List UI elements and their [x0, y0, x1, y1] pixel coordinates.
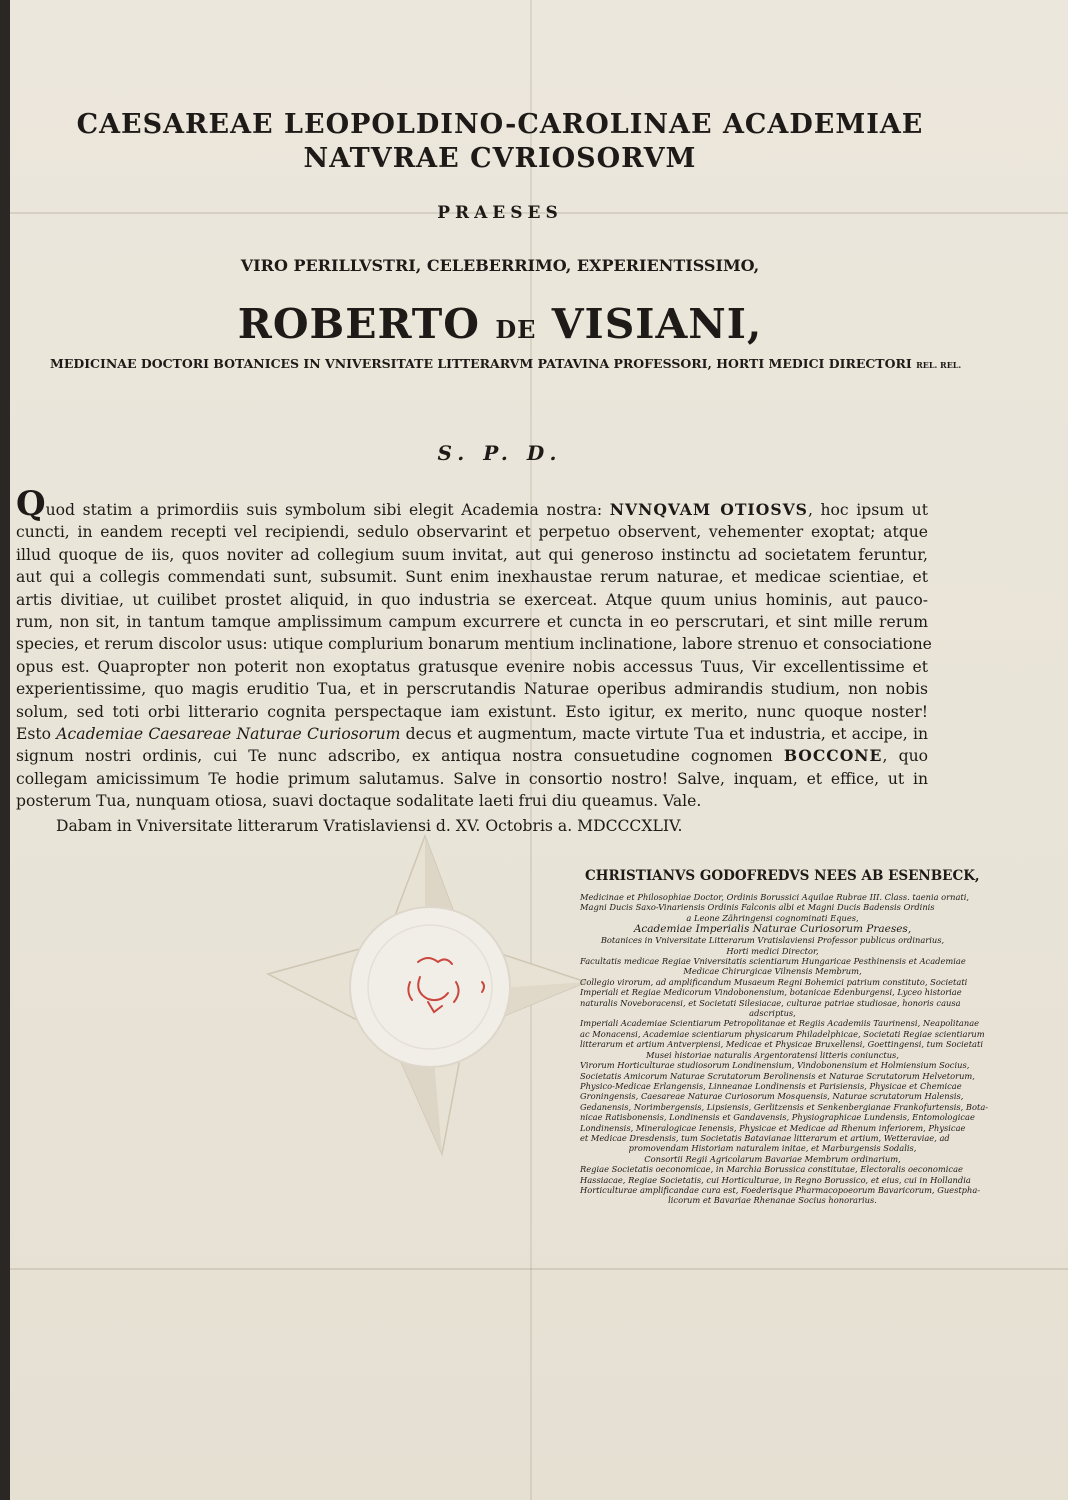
title-line: Regiae Societatis oeconomicae, in Marchia Borussica constitutae, Electoralis oeconomicae [580, 1164, 963, 1175]
title-line: Physico-Medicae Erlangensis, Linneanae Londinensis et Parisiensis, Physicae et Chemicae [580, 1080, 962, 1091]
body-line: rum, non sit, in tantum tamque amplissimum campum excurrere et cuncta in eo perscrutari, et sint mille rerum [16, 613, 928, 632]
title-line: naturalis Noveboracensi, et Societati Silesiacae, culturae patriae studiosae, honoris causa [580, 997, 961, 1008]
body-line: aut qui a collegis commendati sunt, subsumit. Sunt enim inexhaustae rerum naturae, et medicae scientiae, et [16, 568, 928, 587]
title-line: adscriptus, [749, 1008, 796, 1019]
body-line: posterum Tua, nunquam otiosa, suavi doctaque sodalitate laeti frui diu queamus. Vale. [16, 792, 702, 811]
paper-seal [260, 832, 590, 1162]
title-line: Medicae Chirurgicae Vilnensis Membrum, [683, 966, 862, 977]
title-line: Groningensis, Caesareae Naturae Curiosorum Mosquensis, Naturae scrutatorum Halensis, [580, 1091, 964, 1102]
body-line: collegam amicissimum Te hodie primum salutamus. Salve in consortio nostro! Salve, inquam, et effice, ut in [16, 769, 928, 788]
title-line: Consortii Regii Agricolarum Bavariae Membrum ordinarium, [644, 1153, 901, 1164]
signatory-titles [580, 892, 989, 1206]
fold-line [10, 1268, 1068, 1270]
body-line: Esto Academiae Caesareae Naturae Curiosorum decus et augmentum, macte virtute Tua et industria, et accipe, in [16, 725, 928, 744]
title-line: litterarum et artium Antverpiensi, Medicae et Physicae Bruxellensi, Goettingensi, tum Societati [580, 1039, 983, 1050]
dating-line: Dabam in Vniversitate litterarum Vratislaviensi d. XV. Octobris a. MDCCCXLIV. [56, 817, 683, 835]
body-line: illud quoque de iis, quos noviter ad collegium suum invitat, aut qui generoso instinctu ad societatem feruntur, [16, 545, 928, 564]
title-line: Facultatis medicae Regiae Vniversitatis scientiarum Hungaricae Pesthinensis et Academiae [580, 956, 966, 967]
title-line: Societatis Amicorum Naturae Scrutatorum Berolinensis et Naturae Scrutatorum Helvetorum, [580, 1070, 975, 1081]
seal-wafer [350, 907, 510, 1067]
heading-line-1: CAESAREAE LEOPOLDINO-CAROLINAE ACADEMIAE [76, 109, 924, 140]
title-line: Imperiali Academiae Scientiarum Petropolitanae et Regiis Academiis Taurinensi, Neapolitanae [580, 1018, 980, 1029]
title-line: a Leone Zähringensi cognominati Eques, [686, 912, 859, 923]
signatory-name: CHRISTIANVS GODOFREDVS NEES AB ESENBECK, [585, 868, 980, 884]
cognomen: BOCCONE [783, 746, 883, 766]
praeses-title: PRAESES [437, 203, 563, 223]
body-line: artis divitiae, ut cuilibet prostet aliquid, in quo industria se exerceat. Atque quum unius hominis, aut pauco- [16, 590, 928, 609]
diploma-body [16, 484, 932, 813]
title-line: Horti medici Director, [726, 945, 819, 956]
title-line: Gedanensis, Norimbergensis, Lipsiensis, Gerlitzensis et Senkenbergianae Frankofurtensis, Bota- [580, 1101, 989, 1112]
title-line: Hassiacae, Regiae Societatis, cui Horticulturae, in Regno Borussico, et eius, cui in Hollandia [580, 1174, 971, 1185]
title-line: Musei historiae naturalis Argentoratensi litteris coniunctus, [646, 1049, 899, 1060]
title-line: nicae Ratisbonensis, Londinensis et Gandavensis, Physiographicae Lundensis, Entomologicae [580, 1112, 975, 1123]
title-line: Virorum Horticulturae studiosorum Londinensium, Vindobonensium et Holmiensium Socius, [580, 1060, 970, 1071]
title-line: promovendam Historiam naturalem initae, et Marburgensis Sodalis, [628, 1143, 917, 1154]
recipient-particle: DE [495, 315, 537, 344]
body-line: opus est. Quapropter non poterit non exoptatus gratusque evenire nobis accessus Tuus, Vir excellentissime et [16, 657, 928, 676]
body-line: solum, sed toti orbi litterario cognita perspectaque iam existunt. Esto igitur, ex merito, nunc quoque noster! [16, 702, 928, 721]
academy-italic: Academiae Caesareae Naturae Curiosorum [56, 725, 401, 744]
recipient-credentials [50, 356, 962, 371]
title-line: Londinensis, Mineralogicae Ienensis, Physicae et Medicae ad Rhenum inferiorem, Physicae [580, 1122, 966, 1133]
recipient-last: VISIANI, [551, 300, 763, 348]
title-line: Collegio virorum, ad amplificandum Musaeum Regni Bohemici patrium constituto, Societati [580, 976, 968, 987]
title-line: et Medicae Dresdensis, tum Societatis Batavianae litterarum et artium, Wetteraviae, ad [580, 1132, 950, 1143]
body-line: Quod statim a primordiis suis symbolum sibi elegit Academia nostra: NVNQVAM OTIOSVS, hoc ipsum ut [16, 484, 928, 524]
dedication-line: VIRO PERILLVSTRI, CELEBERRIMO, EXPERIENTISSIMO, [240, 256, 760, 275]
salutation: S. P. D. [437, 441, 563, 465]
body-line: species, et rerum discolor usus: utique complurium bonarum mentium inclinatione, labore strenuo et consociatione [16, 635, 932, 654]
credentials-suffix: REL. REL. [916, 360, 962, 370]
credentials-text: MEDICINAE DOCTORI BOTANICES IN VNIVERSITATE LITTERARVM PATAVINA PROFESSORI, HORTI MEDICI DIRECTORI [50, 356, 912, 371]
body-line: experientissime, quo magis eruditio Tua, et in perscrutandis Naturae operibus admirandis studium, non nobis [16, 680, 928, 699]
title-line: ac Monacensi, Academiae scientiarum physicarum Philadelphicae, Societati Regiae scientiarum [580, 1028, 985, 1039]
title-line: Imperiali et Regiae Medicorum Vindobonensium, botanicae Edenburgensi, Lyceo historiae [580, 987, 962, 998]
recipient-first: ROBERTO [237, 300, 481, 348]
recipient-name [50, 300, 950, 348]
title-line: licorum et Bavariae Rhenanae Socius honorarius. [668, 1195, 877, 1206]
motto: NVNQVAM OTIOSVS [609, 500, 808, 519]
title-line: Medicinae et Philosophiae Doctor, Ordinis Borussici Aquilae Rubrae III. Class. taenia ornati, [580, 892, 970, 902]
title-line: Academiae Imperialis Naturae Curiosorum Praeses, [633, 923, 912, 936]
title-line: Botanices in Vniversitate Litterarum Vratislaviensi Professor publicus ordinarius, [600, 935, 945, 946]
body-line: signum nostri ordinis, cui Te nunc adscribo, ex antiqua nostra consuetudine cognomen BOCCONE, quo [16, 746, 928, 766]
body-line: cuncti, in eandem recepti vel recipiendi, sedulo observarint et perpetuo observent, vehementer exoptat; atque [16, 523, 928, 542]
title-line: Magni Ducis Saxo-Vinariensis Ordinis Falconis albi et Magni Ducis Badensis Ordinis [580, 902, 935, 913]
title-line: Horticulturae amplificandae cura est, Foederisque Pharmacopoeorum Bavaricorum, Guestpha- [580, 1184, 981, 1195]
document-sheet [10, 0, 1068, 1500]
academy-heading [50, 108, 950, 176]
heading-line-2: NATVRAE CVRIOSORVM [303, 143, 697, 174]
